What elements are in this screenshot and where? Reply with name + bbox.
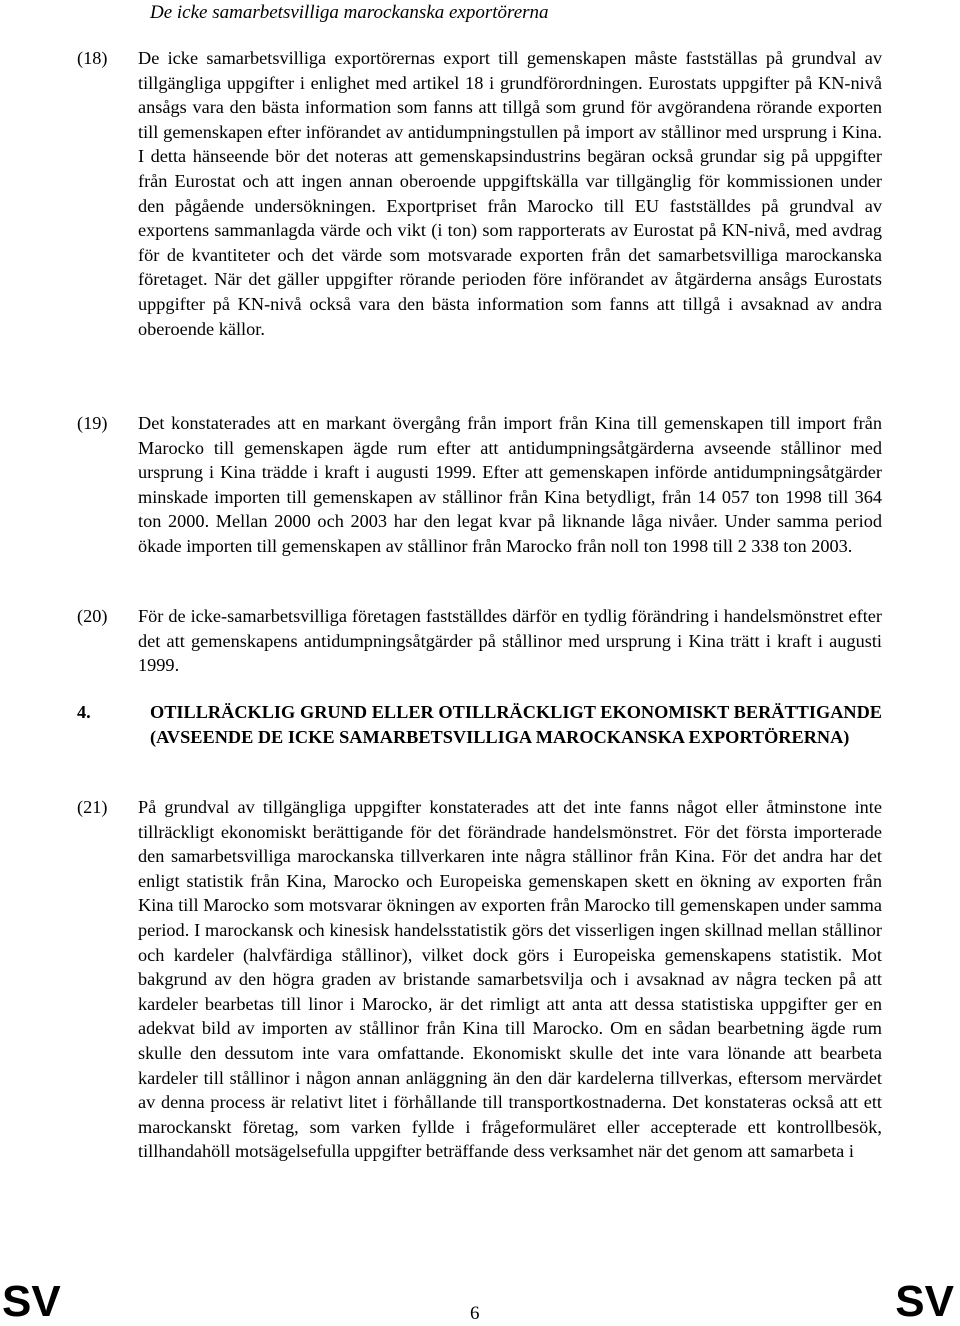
paragraph-text: För de icke-samarbetsvilliga företagen fastställdes därför en tydlig förändring i handelsmönstret efter det att gemenskapens antidumpningsåtgärder på stållinor med ursprung i Kina trätt i kraft i augusti 1999.	[138, 606, 882, 676]
footer-language-left: SV	[2, 1277, 61, 1326]
paragraph-text: De icke samarbetsvilliga exportörernas export till gemenskapen måste fastställas på grundval av tillgängliga uppgifter i enlighet med artikel 18 i grundförordningen. Eurostats uppgifter på KN-nivå ansågs vara den bästa information som fanns att tillgå som grund för avgörandena rörande exporten till gemenskapen efter införandet av antidumpningstullen på import av stållinor med ursprung i Kina. I detta hänseende bör det noteras att gemenskapsindustrins begäran också grundar sig på uppgifter från Eurostat och att ingen annan oberoende uppgiftskälla var tillgänglig för kommissionen under den pågående undersökningen. Exportpriset från Marocko till EU fastställdes på grundval av exportens sammanlagda värde och vikt (i ton) som rapporterats av Eurostat på KN-nivå, med avdrag för de kvantiteter och det värde som motsvarade exporten från det samarbetsvilliga marockanska företaget. När det gäller uppgifter rörande perioden före införandet av åtgärderna ansågs Eurostats uppgifter på KN-nivå också vara den bästa information som fanns att tillgå i avsaknad av andra oberoende källor.	[138, 48, 882, 339]
paragraph-text: På grundval av tillgängliga uppgifter konstaterades att det inte fanns något eller åtminstone inte tillräckligt ekonomiskt berättigande för det förändrade handelsmönstret. För det första importerade den samarbetsvilliga marockanska tillverkaren inte några stållinor från Kina. För det andra har det enligt statistik från Kina, Marocko och Europeiska gemenskapen skett en ökning av exporten från Kina till Marocko som motsvarar ökningen av exporten från Marocko till gemenskapen under samma period. I marockansk och kinesisk handelsstatistik görs det visserligen ingen skillnad mellan stållinor och kardeler (halvfärdiga stållinor), vilket dock görs i Europeiska gemenskapens statistik. Mot bakgrund av den högra graden av bristande samarbetsvilja och i avsaknad av några tecken på att kardeler bearbetas till linor i Marocko, är det rimligt att anta att dessa statistiska uppgifter ger en adekvat bild av importen av stållinor från Kina till Marocko. Om en sådan bearbetning ägde rum skulle den dessutom inte vara omfattande. Ekonomiskt skulle det inte vara lönande att bearbeta kardeler till stållinor i någon annan anläggning än den där kardelerna tillverkas, eftersom mervärdet av denna process är relativt litet i förhållande till transportkostnaderna. Det konstateras också att ett marockanskt företag, som varken fyllde i frågeformuläret eller accepterade ett kontrollbesök, tillhandahöll motsägelsefulla uppgifter beträffande dess verksamhet när det genom att samarbeta i	[138, 797, 882, 1162]
paragraph-number: (21)	[77, 797, 108, 817]
paragraph-number: (18)	[77, 48, 108, 68]
paragraph-number: (19)	[77, 413, 108, 433]
page-number: 6	[470, 1303, 480, 1324]
section-number: 4.	[77, 702, 91, 722]
section-title: OTILLRÄCKLIG GRUND ELLER OTILLRÄCKLIGT EKONOMISKT BERÄTTIGANDE (AVSEENDE DE ICKE SAMARBETSVILLIGA MAROCKANSKA EXPORTÖRERNA)	[150, 702, 882, 747]
footer-language-right: SV	[895, 1277, 954, 1326]
paragraph-text: Det konstaterades att en markant övergång från import från Kina till gemenskapen till import från Marocko till gemenskapen ägde rum efter att antidumpningsåtgärderna avseende stållinor med ursprung i Kina trädde i kraft i augusti 1999. Efter att gemenskapen införde antidumpningsåtgärder minskade importen till gemenskapen av stållinor från Kina betydligt, från 14 057 ton 1998 till 364 ton 2000. Mellan 2000 och 2003 har den legat kvar på liknande låga nivåer. Under samma period ökade importen till gemenskapen av stållinor från Marocko från noll ton 1998 till 2 338 ton 2003.	[138, 413, 882, 556]
paragraph-number: (20)	[77, 606, 108, 626]
running-header: De icke samarbetsvilliga marockanska exportörerna	[150, 2, 549, 23]
